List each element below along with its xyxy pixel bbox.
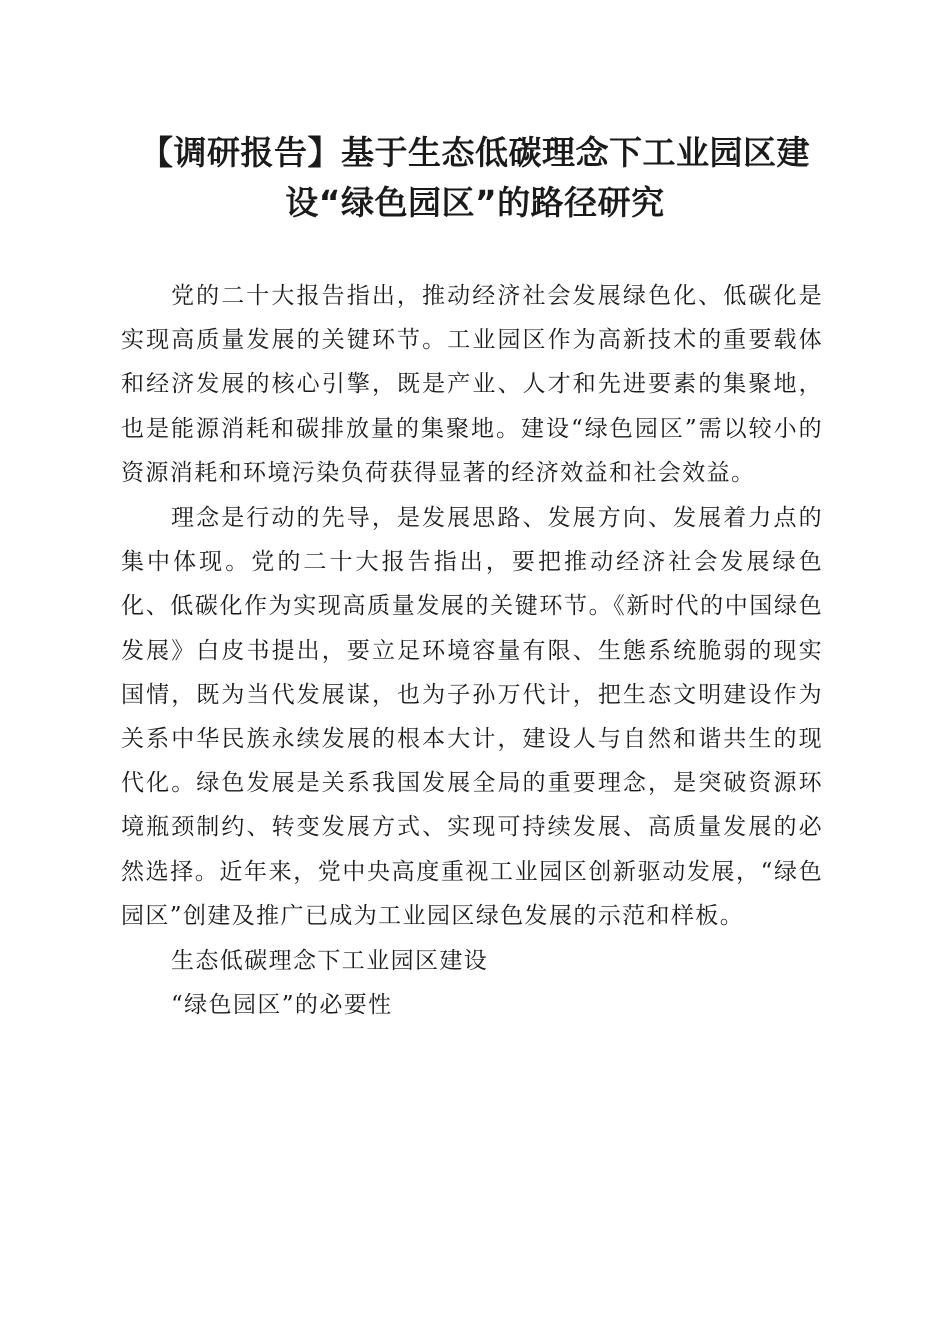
title-line-1: 【调研报告】基于生态低碳理念下工业园区建	[140, 133, 810, 172]
section-heading-line-1: 生态低碳理念下工业园区建设	[171, 948, 489, 975]
paragraph-1: 党的二十大报告指出，推动经济社会发展绿色化、低碳化是实现高质量发展的关键环节。工业园区作为高新技术的重要载体和经济发展的核心引擎，既是产业、人才和先进要素的集聚地，也是能源消耗和碳排放量的集聚地。建设“绿色园区”需以较小的资源消耗和环境污染负荷获得显著的经济效益和社会效益。	[121, 283, 823, 486]
document-body	[121, 274, 823, 1027]
paragraph-2: 理念是行动的先导，是发展思路、发展方向、发展着力点的集中体现。党的二十大报告指出，要把推动经济社会发展绿色化、低碳化作为实现高质量发展的关键环节。《新时代的中国绿色发展》白皮书提出，要立足环境容量有限、生態系统脆弱的现实国情，既为当代发展谋，也为子孙万代计，把生态文明建设作为关系中华民族永续发展的根本大计，建设人与自然和谐共生的现代化。绿色发展是关系我国发展全局的重要理念，是突破资源环境瓶颈制约、转变发展方式、实现可持续发展、高质量发展的必然选择。近年来，党中央高度重视工业园区创新驱动发展，“绿色园区”创建及推广已成为工业园区绿色发展的示范和样板。	[121, 505, 823, 929]
section-heading-line-2: “绿色园区”的必要性	[171, 992, 393, 1019]
title-line-2: 设“绿色园区”的路径研究	[285, 183, 665, 222]
document-title	[100, 128, 850, 228]
